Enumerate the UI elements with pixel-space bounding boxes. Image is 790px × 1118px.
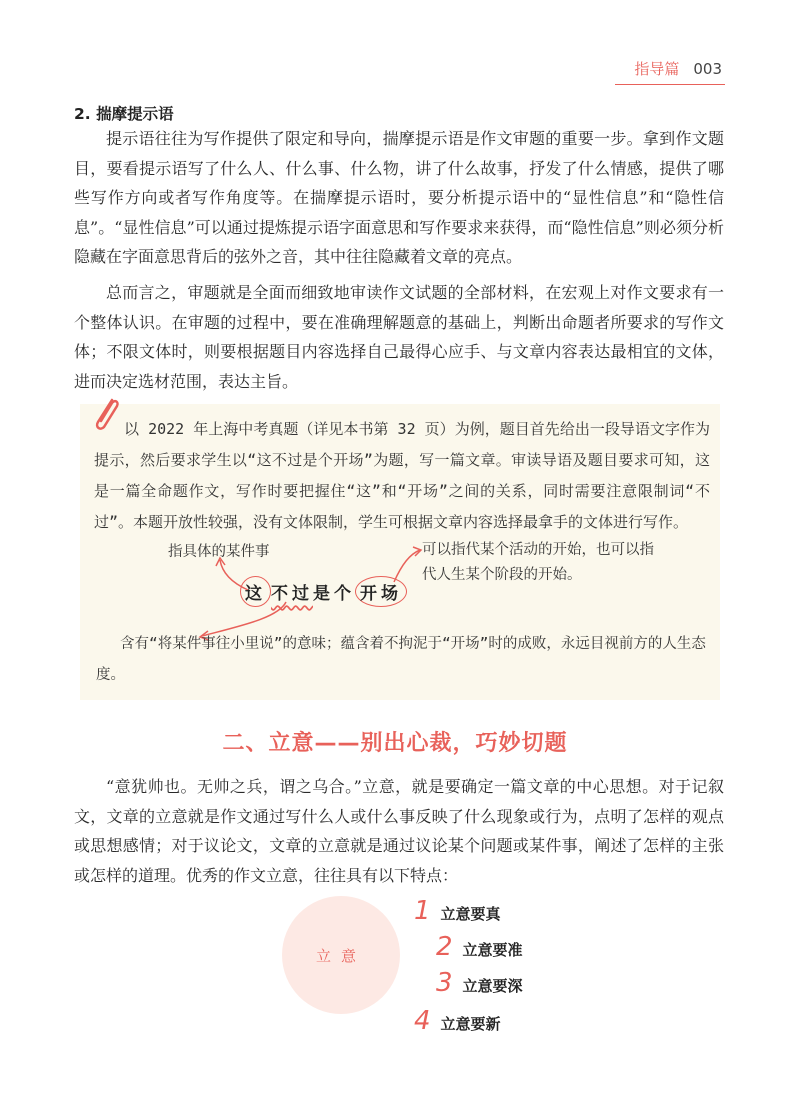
phrase-shige: 是个 (313, 584, 355, 604)
feature-number: 1 (414, 896, 431, 926)
annotation-buguo: 含有“将某件事往小里说”的意味；蕴含着不拘泥于“开场”时的成败，永远目视前方的人生态度。 (96, 636, 706, 683)
feature-item (414, 1006, 501, 1036)
feature-label: 立意要深 (462, 977, 523, 995)
paragraph-summary: 总而言之，审题就是全面而细致地审读作文试题的全部材料，在宏观上对作文要求有一个整体认识。在审题的过程中，要在准确理解题意的基础上，判断出命题者所要求的写作文体；不限文体时，则要根据题目内容选择自己最得心应手、与文章内容表达最相宜的文体，进而决定选材范围，表达主旨。 (74, 283, 724, 391)
lixi-circle (282, 896, 400, 1014)
page-number: 003 (693, 59, 722, 78)
feature-number: 3 (436, 968, 453, 998)
section-title: 二、立意——别出心裁，巧妙切题 (222, 731, 568, 756)
phrase-buguo: 不过 (271, 584, 313, 604)
feature-number: 2 (436, 932, 453, 962)
circle-label: 立意 (315, 946, 366, 965)
feature-number: 4 (414, 1006, 431, 1036)
annotation-zhe: 指具体的某件事 (168, 544, 270, 560)
feature-item (436, 932, 523, 962)
feature-label: 立意要真 (440, 905, 501, 923)
header-rule (615, 84, 725, 85)
header-section: 指导篇 (634, 60, 680, 78)
example-text: 以 2022 年上海中考真题（详见本书第 32 页）为例，题目首先给出一段导语文字作为提示，然后要求学生以“这不过是个开场”为题，写一篇文章。审读导语及题目要求可知，这是一篇全命题作文，写作时要把握住“这”和“开场”之间的关系，同时需要注意限制词“不过”。本题开放性较强，没有文体限制，学生可根据文章内容选择最拿手的文体进行写作。 (94, 420, 710, 531)
phrase-zhe: 这 (240, 576, 271, 607)
running-header (634, 58, 722, 79)
title-phrase (240, 576, 407, 607)
feature-label: 立意要新 (440, 1015, 501, 1033)
paragraph-lixi-intro: “意犹帅也。无帅之兵，谓之乌合。”立意，就是要确定一篇文章的中心思想。对于记叙文，文章的立意就是作文通过写什么人或什么事反映了什么现象或行为，点明了怎样的观点或思想感情；对于议论文，文章的立意就是通过议论某个问题或某件事，阐述了怎样的主张或怎样的道理。优秀的作文立意，往往具有以下特点： (74, 777, 724, 885)
feature-label: 立意要准 (462, 941, 523, 959)
feature-item (414, 896, 501, 926)
phrase-kaichang: 开场 (355, 576, 407, 607)
example-note-box (80, 404, 720, 700)
feature-item (436, 968, 523, 998)
paragraph-prompt-analysis: 提示语往往为写作提供了限定和导向，揣摩提示语是作文审题的重要一步。拿到作文题目，要看提示语写了什么人、什么事、什么物，讲了什么故事，抒发了什么情感，提供了哪些写作方向或者写作角度等。在揣摩提示语时，要分析提示语中的“显性信息”和“隐性信息”。“显性信息”可以通过提炼提示语字面意思和写作要求来获得，而“隐性信息”则必须分析隐藏在字面意思背后的弦外之音，其中往往隐藏着文章的亮点。 (74, 129, 724, 266)
annotation-kaichang: 可以指代某个活动的开始，也可以指代人生某个阶段的开始。 (422, 542, 654, 583)
subsection-heading: 2. 揣摩提示语 (74, 105, 174, 123)
